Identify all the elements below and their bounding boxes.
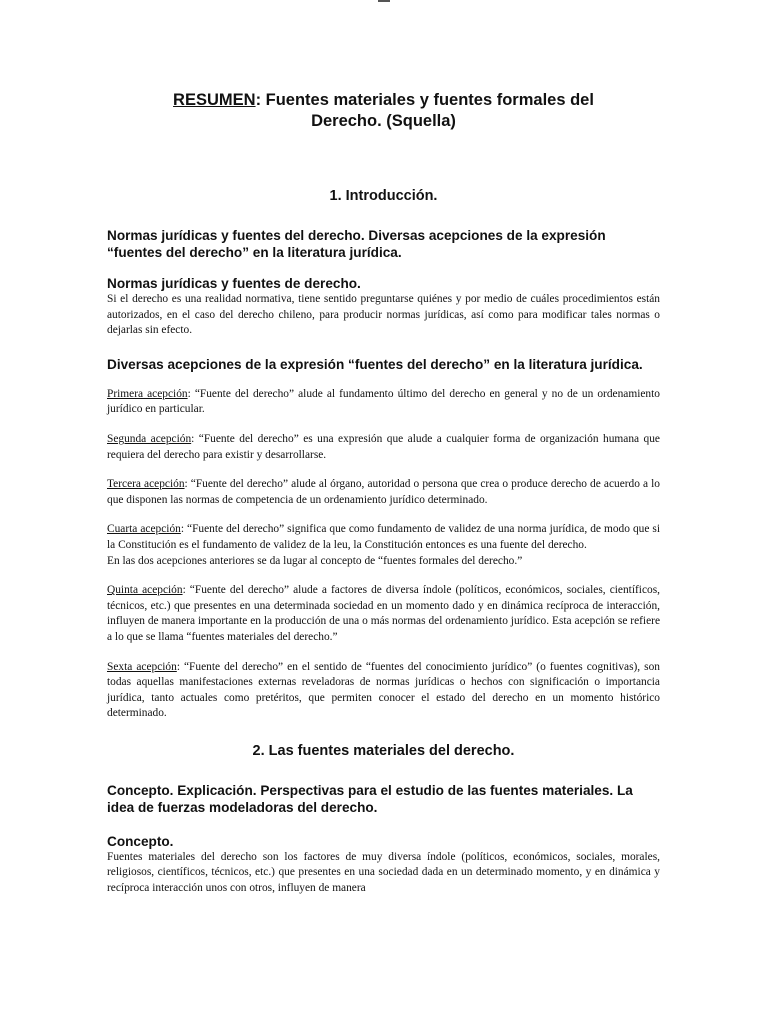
acepcion-paragraph (107, 660, 660, 722)
section2-intro-heading: Concepto. Explicación. Perspectivas para el estudio de las fuentes materiales. La idea de fuerzas modeladoras del derecho. (107, 782, 633, 815)
acepcion-text: : “Fuente del derecho” alude al fundamento último del derecho en general y no de un ordenamiento jurídico en particular. (107, 387, 660, 416)
title-label: RESUMEN (173, 91, 256, 109)
acepcion-label: Sexta acepción (107, 660, 177, 673)
title-line1-rest: : Fuentes materiales y fuentes formales del (255, 91, 594, 109)
section1-intro-heading: Normas jurídicas y fuentes del derecho. Diversas acepciones de la expresión “fuentes del derecho” en la literatura jurídica. (107, 228, 606, 260)
acepcion-paragraph (107, 522, 660, 553)
section1-sub2-heading: Diversas acepciones de la expresión “fuentes del derecho” en la literatura jurídica. (107, 356, 643, 372)
section2-heading: 2. Las fuentes materiales del derecho. (252, 742, 515, 759)
page-top-mark (378, 0, 390, 2)
section2-sub1-text: Fuentes materiales del derecho son los factores de muy diversa índole (políticos, económicos, sociales, morales, religiosos, científicos, técnicos, etc.) que presentes en una sociedad dada en un determinado momento, y en dinámica y recíproca interacción unos con otros, influyen de manera (107, 850, 660, 895)
section1-sub1-heading: Normas jurídicas y fuentes de derecho. (107, 276, 361, 291)
acepcion-text: : “Fuente del derecho” en el sentido de “fuentes del conocimiento jurídico” (o fuentes cognitivas), son todas aquellas manifestaciones externas reveladoras de normas jurídicas o hechos con significación o importancia jurídica, tanto actuales como pretéritos, que permiten conocer el estado del derecho en un momento histórico determinado. (107, 660, 660, 720)
acepcion-label: Segunda acepción (107, 432, 192, 445)
section1-heading: 1. Introducción. (329, 188, 438, 204)
title-line2: Derecho. (Squella) (311, 112, 456, 130)
acepcion-paragraph (107, 387, 660, 418)
acepcion-text: : “Fuente del derecho” alude al órgano, autoridad o persona que crea o produce derecho de acuerdo a lo que disponen las normas de competencia de un ordenamiento jurídico determinado. (107, 478, 660, 506)
acepcion-paragraph (107, 583, 660, 645)
section2-sub1-heading: Concepto. (107, 833, 174, 849)
acepcion-text: : “Fuente del derecho” es una expresión que alude a cualquier forma de organización humana que requiera del derecho para existir y desarrollarse. (107, 432, 660, 461)
acepcion-label: Cuarta acepción (107, 523, 181, 536)
acepcion-label: Quinta acepción (107, 584, 183, 597)
acepcion-note: En las dos acepciones anteriores se da lugar al concepto de “fuentes formales del derecho.” (107, 554, 523, 567)
acepcion-paragraph (107, 432, 660, 463)
acepcion-text: : “Fuente del derecho” alude a factores de diversa índole (políticos, económicos, sociales, científicos, técnicos, etc.) que presentes en una determinada sociedad en un momento dado y en dinámica recíproca de interacción, influyen de manera importante en la producción de una o más normas del ordenamiento jurídico. Esta acepción se refiere a lo que se llama “fuentes materiales del derecho.” (107, 584, 661, 643)
document-title (107, 90, 660, 132)
acepcion-label: Primera acepción (107, 387, 188, 400)
section1-sub1-text: Si el derecho es una realidad normativa, tiene sentido preguntarse quiénes y por medio de cuáles procedimientos están autorizados, en el caso del derecho chileno, para producir normas jurídicas, así como para modificar tales normas o dejarlas sin efecto. (107, 293, 660, 337)
acepcion-paragraph (107, 477, 660, 508)
document-content (107, 90, 660, 897)
acepcion-text: : “Fuente del derecho” significa que como fundamento de validez de una norma jurídica, de modo que si la Constitución es el fundamento de validez de la leu, la Constitución entonces es una fuente del derecho. (107, 523, 661, 551)
acepcion-label: Tercera acepción (107, 478, 185, 491)
